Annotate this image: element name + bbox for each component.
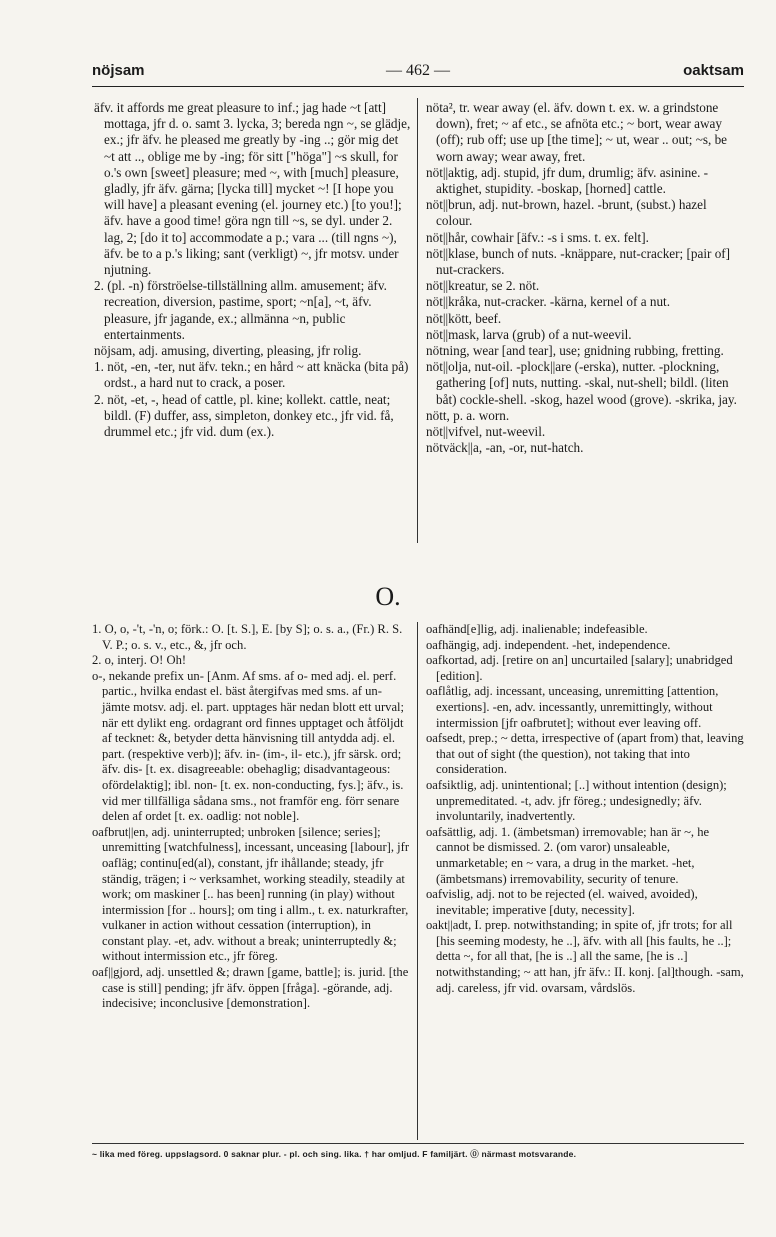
column-top-right	[426, 100, 744, 456]
entry: nöt||brun, adj. nut-brown, hazel. -brunt, (subst.) hazel colour.	[426, 197, 707, 229]
entry: 2. o, interj. O! Oh!	[92, 653, 187, 668]
entry: 2. (pl. -n) förströelse-tillställning allm. amusement; äfv. recreation, diversion, pastime, sport; ~n[a], ~t, äfv. pleasure, jfr jagande, ex.; allmänna ~n, public entertainments.	[94, 278, 387, 342]
entry: nötväck||a, -an, -or, nut-hatch.	[426, 440, 584, 456]
section-letter: O.	[375, 582, 401, 611]
entry: nöt||vifvel, nut-weevil.	[426, 424, 546, 440]
entry: nöt||olja, nut-oil. -plock||are (-erska), nutter. -plockning, gathering [of] nuts, nutting. -skal, nut-shell; bildl. (liten båt) cockle-shell. -skog, hazel wood (grove). -skrika, jay.	[426, 359, 737, 407]
footer-rule	[92, 1143, 744, 1144]
entry: oafsättlig, adj. 1. (ämbetsman) irremovable; han är ~, he cannot be dismissed. 2. (om varor) unsaleable, unmarketable; en ~ vara, a drug in the market. -het, (ämbetsmans) irremovability, security of tenure.	[426, 824, 710, 886]
entry: 1. O, o, -'t, -'n, o; förk.: O. [t. S.], E. [by S]; o. s. a., (Fr.) R. S. V. P.; o. s. v., etc., &, jfr och.	[92, 622, 403, 652]
entry: oafsiktlig, adj. unintentional; [..] without intention (design); unpremeditated. -t, adv. jfr föreg.; undesignedly; äfv. involuntarily, inadvertently.	[426, 777, 727, 824]
column-top-left	[94, 100, 412, 440]
entry: nöt||aktig, adj. stupid, jfr dum, drumlig; äfv. asinine. -aktighet, stupidity. -boskap, [horned] cattle.	[426, 164, 709, 197]
entry: 2. nöt, -et, -, head of cattle, pl. kine; kollekt. cattle, neat; bildl. (F) duffer, ass, simpleton, donkey etc., jfr vid. få, drummel etc.; jfr vid. dum (ex.).	[94, 391, 394, 440]
abbreviation-legend: ~ lika med föreg. uppslagsord. 0 saknar plur. - pl. och sing. lika. † har omljud. F familjärt. ⓪ närmast motsvarande.	[92, 1149, 577, 1159]
entry: oafhängig, adj. independent. -het, independence.	[426, 637, 671, 652]
header-rule	[92, 86, 744, 87]
entry: äfv. it affords me great pleasure to inf.; jag hade ~t [att] mottaga, jfr d. o. samt 3. lycka, 3; bereda ngn ~, se glädje, ex.; jfr äfv. he pleased me greatly by -ing ..; gör mig det ~t att .., oblige me by -ing; för sitt ["höga"] ~s skull, for o.'s own [sweet] pleasure; med ~, with [much] pleasure, gladly, jfr äfv. gärna; [lycka till] mycket ~! [I hope you will have] a pleasant evening (el. journey etc.) [to you!]; äfv. have a good time! göra ngn till ~s, se dyl. under 2. lag, 2; [do it to] accommodate a p.; vara ... (till ngns ~), äfv. be to a p.'s liking; sant (verkligt) ~, jfr motsv. under njutning.	[94, 100, 411, 278]
column-divider	[417, 622, 418, 1140]
entry: nöt||mask, larva (grub) of a nut-weevil.	[426, 326, 632, 342]
entry: nöt||klase, bunch of nuts. -knäppare, nut-cracker; [pair of] nut-crackers.	[426, 245, 731, 278]
entry: nöjsam, adj. amusing, diverting, pleasing, jfr rolig.	[94, 343, 362, 359]
entry: nöta², tr. wear away (el. äfv. down t. ex. w. a grindstone down), fret; ~ af etc., se afnöta etc.; ~ bort, wear away (off); rub off; use up [the time]; ~ ut, wear .. out; ~s, be worn away; wear away, fret.	[426, 100, 728, 164]
page-number: — 462 —	[386, 62, 450, 79]
entry: oaf||gjord, adj. unsettled &; drawn [game, battle]; is. jurid. [the case is still] pending; jfr äfv. öppen [fråga]. -görande, adj. indecisive; inconclusive [demonstration].	[92, 965, 409, 1011]
entry: nöt||kreatur, se 2. nöt.	[426, 278, 540, 294]
entry: oafbrut||en, adj. uninterrupted; unbroken [silence; series]; unremitting [watchfulness], incessant, unceasing [labour], jfr oafläg; continu[ed(al), constant, jfr ihållande; steady, jfr ständig, trägen; i ~ verksamhet, working steadily, steadily at work; om maskiner [.. has been] running (in play) without intermission [for .. hours]; om ting i allm., t. ex. naturkrafter, vulkaner in action without cessation (interruption), in constant play. -et, adv. without a break; uninterruptedly &; without intermission etc., jfr föreg.	[92, 824, 410, 964]
entry: nöt||kråka, nut-cracker. -kärna, kernel of a nut.	[426, 294, 671, 310]
column-divider	[417, 98, 418, 543]
column-bottom-right	[426, 622, 744, 996]
entry: oakt||adt, I. prep. notwithstanding; in spite of, jfr trots; for all [his seeming modesty, he ..], äfv. with all [his faults, he ..]; detta ~, for all that, [he is ..] all the same, [he is ..] notwithstanding; ~ att han, jfr äfv.: II. konj. [al]though. -sam, adj. careless, jfr vid. ovarsam, vårdslös.	[426, 918, 744, 995]
running-head	[92, 62, 744, 86]
entry: nöt||kött, beef.	[426, 310, 502, 326]
column-bottom-left	[92, 622, 412, 1012]
entry: nöt||hår, cowhair [äfv.: -s i sms. t. ex. felt].	[426, 229, 649, 245]
entry: oafsedt, prep.; ~ detta, irrespective of (apart from) that, leaving that out of sight (the question), not taking that into consideration.	[426, 731, 744, 777]
entry: 1. nöt, -en, -ter, nut äfv. tekn.; en hård ~ att knäcka (bita på) ordst., a hard nut to crack, a poser.	[94, 359, 409, 391]
header-right-word: oaktsam	[683, 62, 744, 79]
header-left-word: nöjsam	[92, 62, 145, 79]
entry: nött, p. a. worn.	[426, 407, 510, 423]
entry: o-, nekande prefix un- [Anm. Af sms. af o- med adj. el. perf. partic., hvilka endast el. bäst återgifvas med sms. af un- jämte motsv. adj. el. part. upptages här nedan blott ett urval; när ett dylikt eng. ordagrant ord finnes upptaget och åtföljdt af tecknet: &, betyder detta hänvisning till antydda adj. el. part. (respektive verb)]; äfv. in- (im-, il- etc.), jfr särsk. ord; äfv. dis- [t. ex. disagreeable: obehaglig; disadvantageous: ofördelaktig]; ibl. non- [t. ex. non-conducting, fys.]; äfv., is. vid mer tillfälliga sådana sms., not framför eng. förr senare delen af ordet [t. ex. oadlig: not noble].	[92, 668, 405, 824]
entry: oafvislig, adj. not to be rejected (el. waived, avoided), inevitable; imperative [duty, necessity].	[426, 887, 698, 917]
entry: oaflåtlig, adj. incessant, unceasing, unremitting [attention, exertions]. -en, adv. incessantly, unremittingly, without intermission [jfr oafbrutet]; without ever leaving off.	[426, 684, 719, 730]
entry: oafkortad, adj. [retire on an] uncurtailed [salary]; unabridged [edition].	[426, 653, 733, 683]
entry: oafhänd[e]lig, adj. inalienable; indefeasible.	[426, 622, 648, 636]
entry: nötning, wear [and tear], use; gnidning rubbing, fretting.	[426, 343, 724, 359]
